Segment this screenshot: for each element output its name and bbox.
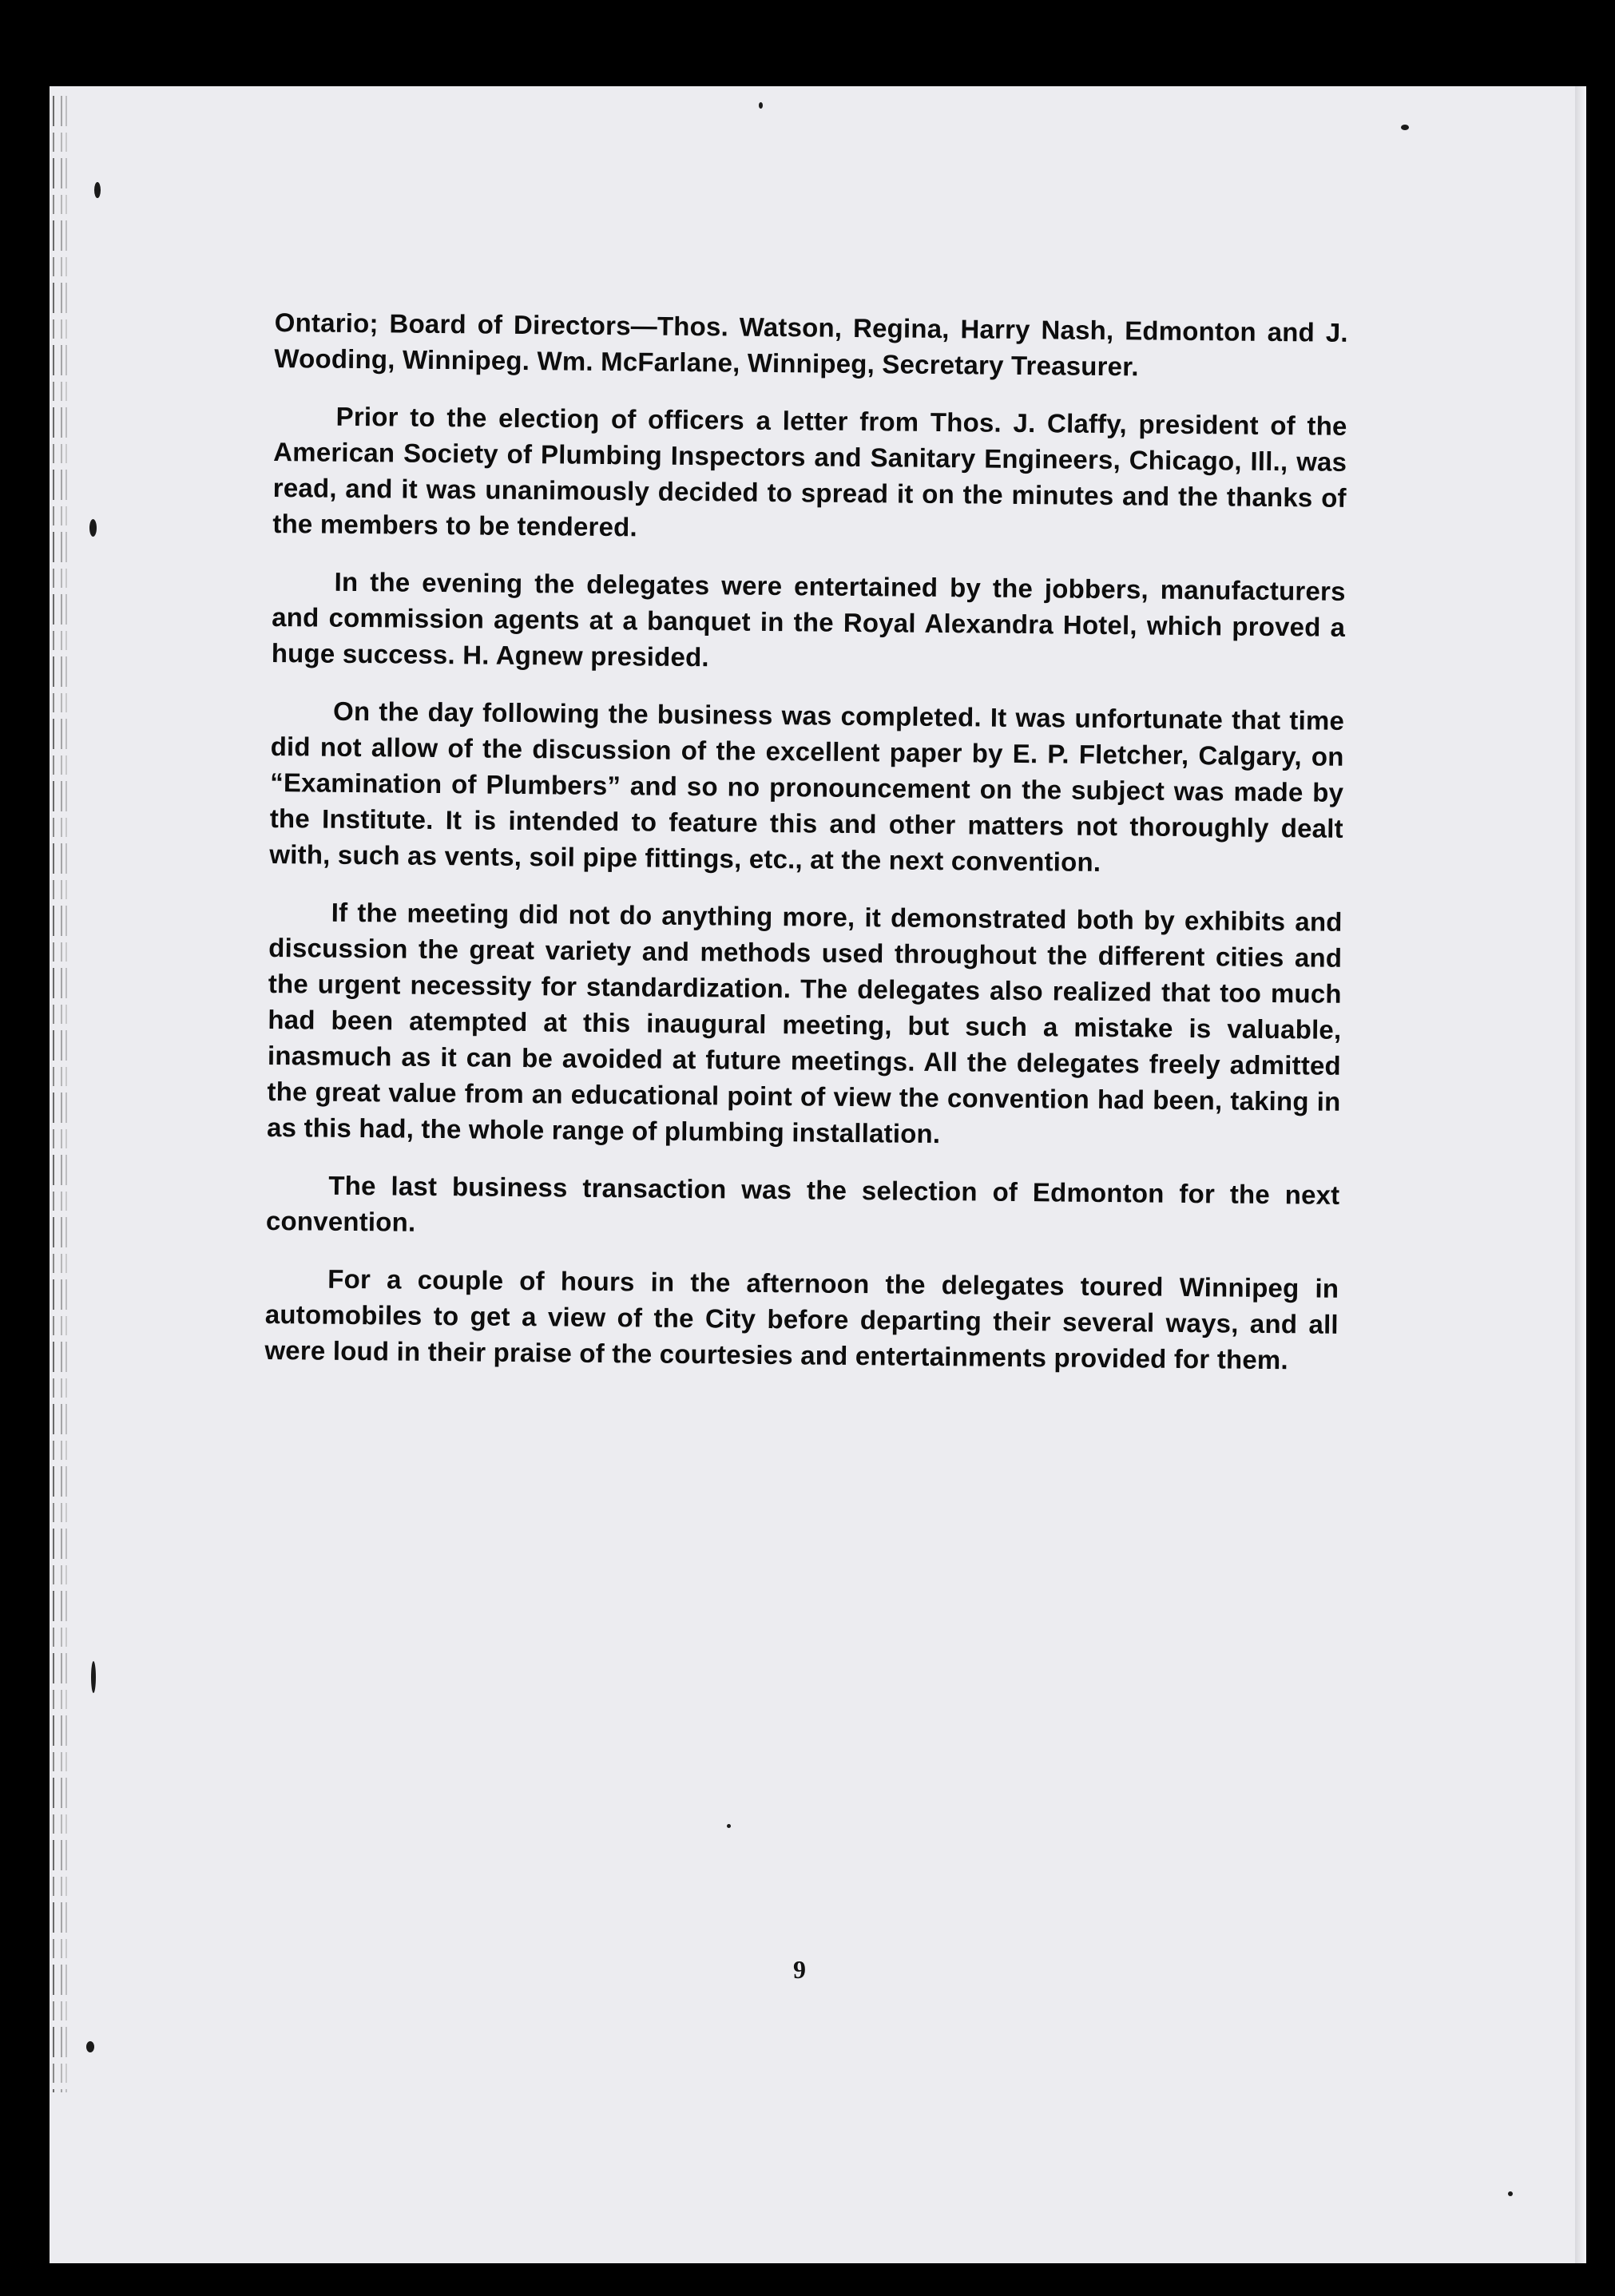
scan-speck — [1401, 125, 1409, 130]
binding-line — [53, 96, 54, 2092]
paragraph: Prior to the electioŋ of officers a letter from Thos. J. Claffy, president of the American Society of Plumbing Inspectors and Sanitary Engineers, Chicago, Ill., was read, and it was unanimously decided to spread it on the minutes and the thanks of the members to be tendered. — [272, 401, 1347, 542]
paragraph: The last business transaction was the selection of Edmonton for the next convention. — [265, 1170, 1340, 1237]
scan-speck — [1508, 2191, 1513, 2196]
scan-speck — [759, 102, 763, 109]
paragraph: In the evening the delegates were entertained by the jobbers, manufacturers and commission agents at a banquet in the Royal Alexandra Hotel, which proved a huge success. H. Agnew presided. — [271, 566, 1346, 672]
page-number: 9 — [793, 1955, 806, 1984]
scan-speck — [727, 1824, 731, 1828]
binding-line — [65, 96, 67, 2092]
paragraph: On the day following the business was completed. It was unfortunate that time did not allow of the discussion of the excellent paper by E. P. Fletcher, Calgary, on “Examination of Plumbers” and so no pronouncement on the subject was made by the Institute. It is intended to feature this and other matters not thoroughly dealt with, such as vents, soil pipe fittings, etc., at the next convention. — [269, 696, 1345, 877]
page-edge — [1575, 86, 1586, 2263]
binding-line — [61, 96, 62, 2092]
binding-edge — [53, 96, 54, 2092]
paragraph: If the meeting did not do anything more, it demonstrated both by exhibits and discussion the great variety and methods used throughout the different cities and the urgent necessity for standardization. The delegates also realized that too much had been atempted at this inaugural meeting, but such a mistake is valuable, inasmuch as it can be avoided at future meetings. All the delegates freely admitted the great value from an educational point of view the convention had been, taking in as this had, the whole range of plumbing installation. — [266, 897, 1343, 1149]
article-body — [264, 304, 1348, 1400]
scan-speck — [91, 1661, 96, 1693]
scan-speck — [89, 519, 97, 537]
scan-speck — [86, 2041, 94, 2052]
paragraph: Ontario; Board of Directors—Thos. Watson, Regina, Harry Nash, Edmonton and J. Wooding, Winnipeg. Wm. McFarlane, Winnipeg, Secretary Treasurer. — [274, 307, 1348, 382]
paragraph: For a couple of hours in the afternoon the delegates toured Winnipeg in automobiles to get a view of the City before departing their several ways, and all were loud in their praise of the courtesies and entertainments provided for them. — [264, 1263, 1339, 1375]
scan-speck — [94, 182, 101, 198]
